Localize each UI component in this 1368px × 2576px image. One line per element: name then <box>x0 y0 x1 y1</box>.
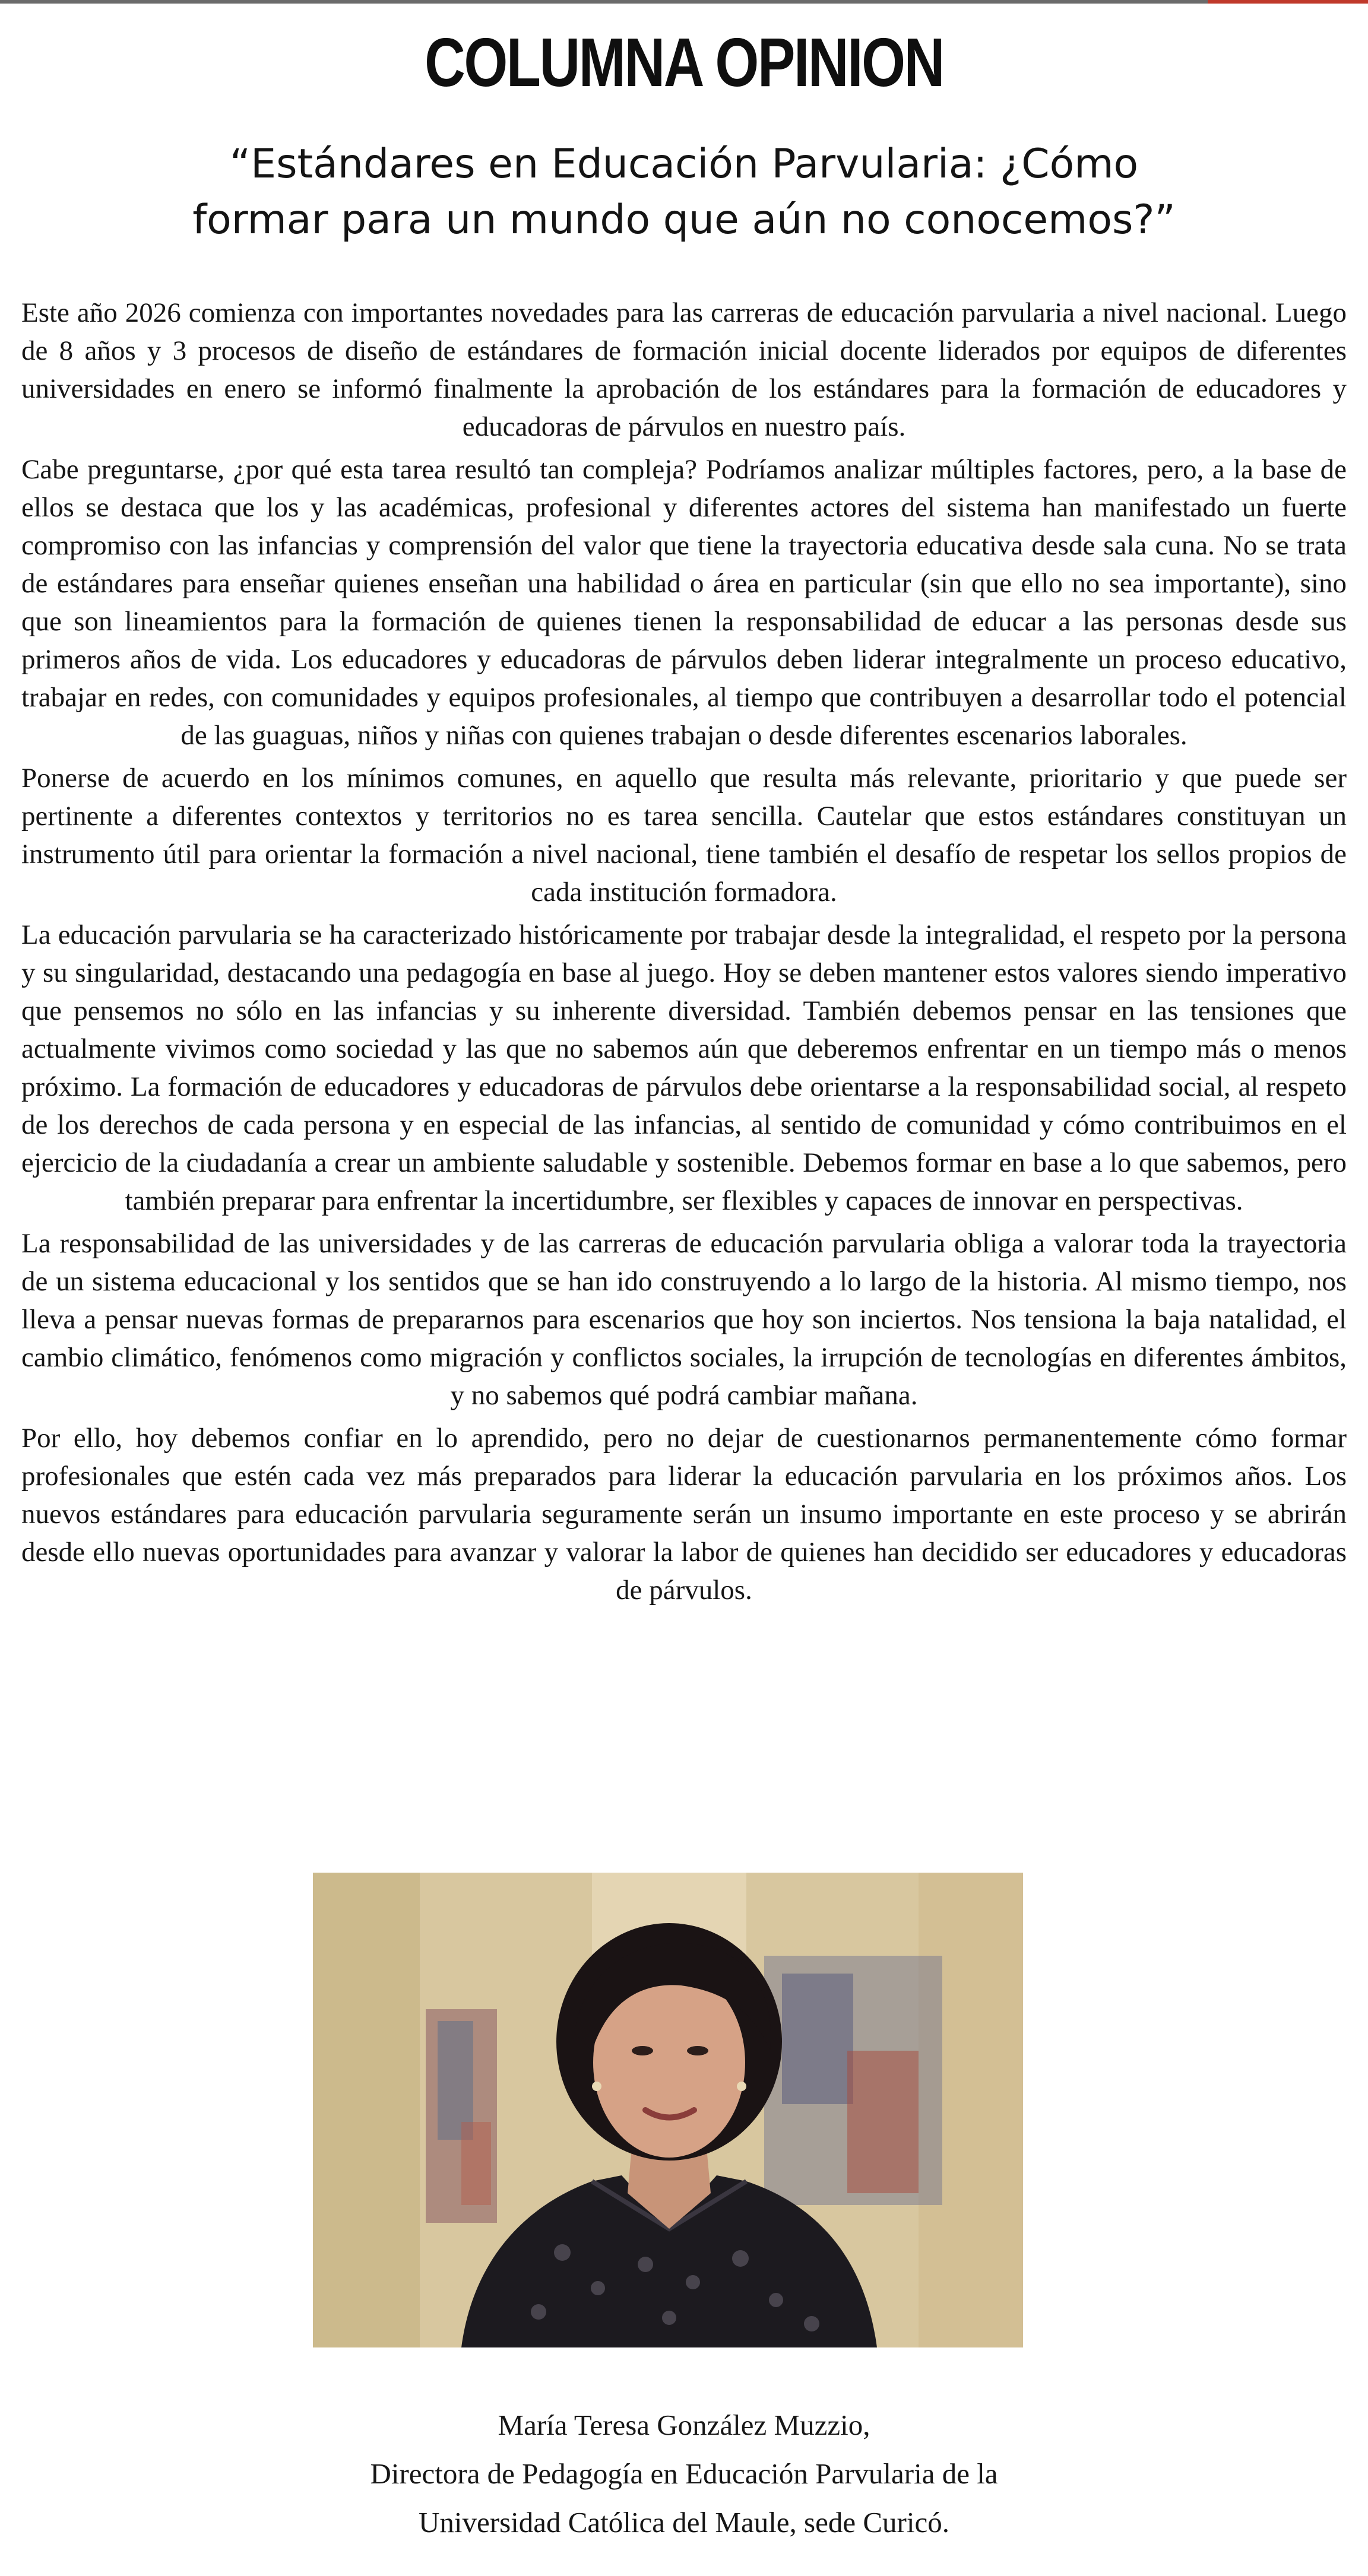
paragraph: Cabe preguntarse, ¿por qué esta tarea resultó tan compleja? Podríamos analizar múltiples factores, pero, a la base de ellos se destaca que los y las académicas, profesional y diferentes actores del sistema han manifestado un fuerte compromiso con las infancias y comprensión del valor que tiene la trayectoria educativa desde sala cuna. No se trata de estándares para enseñar quienes enseñan una habilidad o área en particular (sin que ello no sea importante), sino que son lineamientos para la formación de quienes tienen la responsabilidad de educar a las personas desde sus primeros años de vida. Los educadores y educadoras de párvulos deben liderar integralmente un proceso educativo, trabajar en redes, con comunidades y equipos profesionales, al tiempo que contribuyen a desarrollar todo el potencial de las guaguas, niños y niñas con quienes trabajan o desde diferentes escenarios laborales. <box>21 454 1347 751</box>
author-name: María Teresa González Muzzio, <box>498 2409 870 2441</box>
paragraph: Este año 2026 comienza con importantes novedades para las carreras de educación parvularia a nivel nacional. Luego de 8 años y 3 procesos de diseño de estándares de formación inicial docente liderados por equipos de diferentes universidades en enero se informó finalmente la aprobación de los estándares para la formación de educadores y educadoras de párvulos en nuestro país. <box>21 297 1347 442</box>
top-rule <box>0 0 1368 4</box>
top-accent-bar <box>1208 0 1368 4</box>
section-heading: COLUMNA OPINION <box>425 24 943 101</box>
author-photo <box>313 1873 1023 2347</box>
author-role-line-1: Directora de Pedagogía en Educación Parvularia de la <box>370 2457 998 2490</box>
article-body <box>21 294 1347 1614</box>
paragraph: La educación parvularia se ha caracterizado históricamente por trabajar desde la integralidad, el respeto por la persona y su singularidad, destacando una pedagogía en base al juego. Hoy se deben mantener estos valores siendo imperativo que pensemos no sólo en las infancias y su inherente diversidad. También debemos pensar en las tensiones que actualmente vivimos como sociedad y las que no sabemos aún que deberemos enfrentar en un tiempo más o menos próximo. La formación de educadores y educadoras de párvulos debe orientarse a la responsabilidad social, al respeto de los derechos de cada persona y en especial de las infancias, al sentido de comunidad y cómo contribuimos en el ejercicio de la ciudadanía a crear un ambiente saludable y sostenible. Debemos formar en base a lo que sabemos, pero también preparar para enfrentar la incertidumbre, ser flexibles y capaces de innovar en perspectivas. <box>21 919 1347 1216</box>
article-title: “Estándares en Educación Parvularia: ¿Cómo formar para un mundo que aún no conocemos?” <box>192 141 1176 243</box>
author-signature <box>0 2401 1368 2547</box>
paragraph: La responsabilidad de las universidades y de las carreras de educación parvularia obliga a valorar toda la trayectoria de un sistema educacional y los sentidos que se han ido construyendo a lo largo de la historia. Al mismo tiempo, nos lleva a pensar nuevas formas de prepararnos para escenarios que hoy son inciertos. Nos tensiona la baja natalidad, el cambio climático, fenómenos como migración y conflictos sociales, la irrupción de tecnologías en diferentes ámbitos, y no sabemos qué podrá cambiar mañana. <box>21 1228 1347 1411</box>
paragraph: Por ello, hoy debemos confiar en lo aprendido, pero no dejar de cuestionarnos permanentemente cómo formar profesionales que estén cada vez más preparados para liderar la educación parvularia en los próximos años. Los nuevos estándares para educación parvularia seguramente serán un insumo importante en este proceso y se abrirán desde ello nuevas oportunidades para avanzar y valorar la labor de quienes han decidido ser educadores y educadoras de párvulos. <box>21 1423 1347 1606</box>
paragraph: Ponerse de acuerdo en los mínimos comunes, en aquello que resulta más relevante, prioritario y que puede ser pertinente a diferentes contextos y territorios no es tarea sencilla. Cautelar que estos estándares constituyan un instrumento útil para orientar la formación a nivel nacional, tiene también el desafío de respetar los sellos propios de cada institución formadora. <box>21 763 1347 908</box>
author-role-line-2: Universidad Católica del Maule, sede Curicó. <box>419 2506 949 2539</box>
